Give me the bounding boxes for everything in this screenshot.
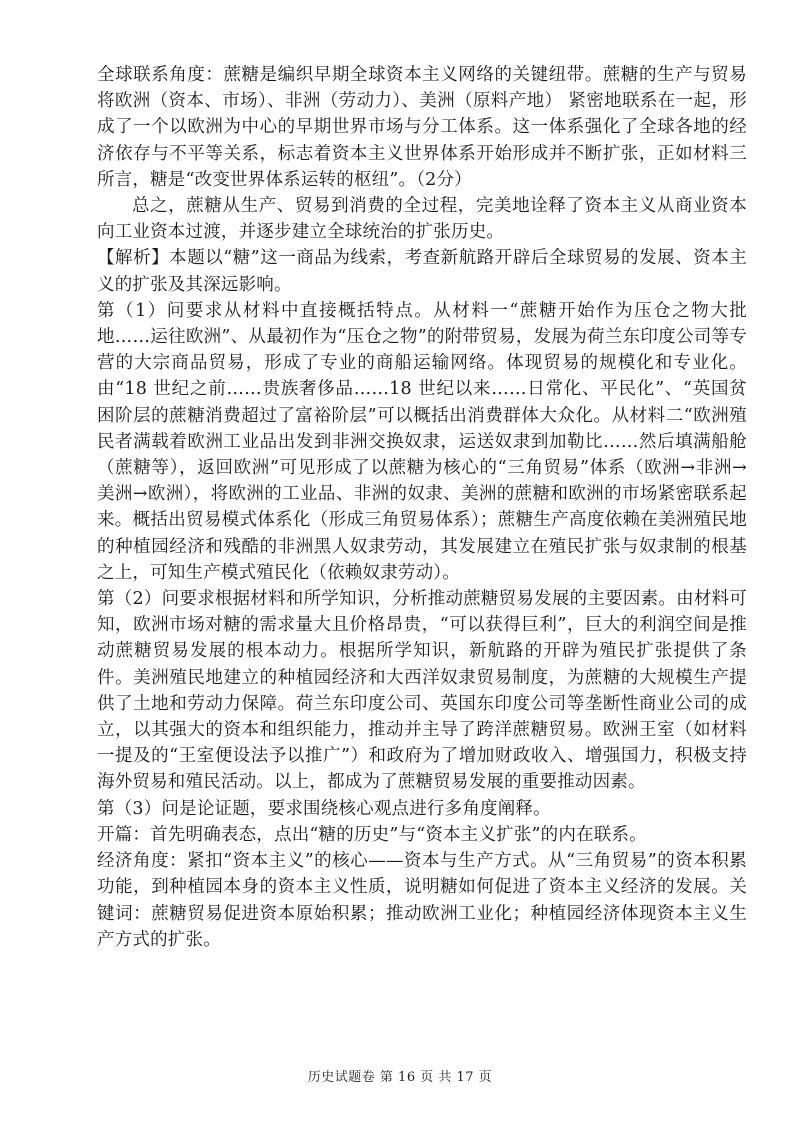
document-body: [97, 62, 747, 953]
paragraph-economic-angle: 经济角度：紧扣“资本主义”的核心——资本与生产方式。从“三角贸易”的资本积累功能，到种植园本身的资本主义性质，说明糖如何促进了资本主义经济的发展。关键词：蔗糖贸易促进资本原始积累；推动欧洲工业化；种植园经济体现资本主义生产方式的扩张。: [97, 851, 747, 950]
page-footer: 历史试题卷 第 16 页 共 17 页: [307, 1070, 493, 1085]
paragraph-question-1: 第（1）问要求从材料中直接概括特点。从材料一“蔗糖开始作为压仓之物大批地……运往欧洲”、从最初作为“压仓之物”的附带贸易，发展为荷兰东印度公司等专营的大宗商品贸易，形成了专业的商船运输网络。体现贸易的规模化和专业化。由“18 世纪之前……贵族奢侈品……18 世纪以来……日常化、平民化”、“英国贫困阶层的蔗糖消费超过了富裕阶层”可以概括出消费群体大众化。从材料二“欧洲殖民者满载着欧洲工业品出发到非洲交换奴隶，运送奴隶到加勒比……然后填满船舱（蔗糖等），返回欧洲”可见形成了以蔗糖为核心的“三角贸易”体系（欧洲→非洲→美洲→欧洲），将欧洲的工业品、非洲的奴隶、美洲的蔗糖和欧洲的市场紧密联系起来。概括出贸易模式体系化（形成三角贸易体系）；蔗糖生产高度依赖在美洲殖民地的种植园经济和残酷的非洲黑人奴隶劳动，其发展建立在殖民扩张与奴隶制的根基之上，可知生产模式殖民化（依赖奴隶劳动）。: [97, 300, 747, 583]
paragraph-global-connection: 全球联系角度：蔗糖是编织早期全球资本主义网络的关键纽带。蔗糖的生产与贸易将欧洲（资本、市场）、非洲（劳动力）、美洲（原料产地） 紧密地联系在一起，形成了一个以欧洲为中心的早期世界市场与分工体系。这一体系强化了全球各地的经济依存与不平等关系，标志着资本主义世界体系开始形成并不断扩张，正如材料三所言，糖是“改变世界体系运转的枢纽”。（2分）: [97, 65, 747, 190]
paragraph-question-2: 第（2）问要求根据材料和所学知识，分析推动蔗糖贸易发展的主要因素。由材料可知，欧洲市场对糖的需求量大且价格昂贵，“可以获得巨利”，巨大的利润空间是推动蔗糖贸易发展的根本动力。根据所学知识，新航路的开辟为殖民扩张提供了条件。美洲殖民地建立的种植园经济和大西洋奴隶贸易制度，为蔗糖的大规模生产提供了土地和劳动力保障。荷兰东印度公司、英国东印度公司等垄断性商业公司的成立，以其强大的资本和组织能力，推动并主导了跨洋蔗糖贸易。欧洲王室（如材料一提及的“王室便设法予以推广”）和政府为了增加财政收入、增强国力，积极支持海外贸易和殖民活动。以上，都成为了蔗糖贸易发展的重要推动因素。: [97, 589, 747, 793]
paragraph-opening: 开篇：首先明确表态，点出“糖的历史”与“资本主义扩张”的内在联系。: [97, 824, 647, 845]
paragraph-summary: 总之，蔗糖从生产、贸易到消费的全过程，完美地诠释了资本主义从商业资本向工业资本过渡，并逐步建立全球统治的扩张历史。: [97, 196, 747, 243]
paragraph-analysis-intro: 【解析】本题以“糖”这一商品为线索，考查新航路开辟后全球贸易的发展、资本主义的扩张及其深远影响。: [97, 248, 747, 295]
paragraph-question-3: 第（3）问是论证题，要求围绕核心观点进行多角度阐释。: [97, 798, 551, 819]
